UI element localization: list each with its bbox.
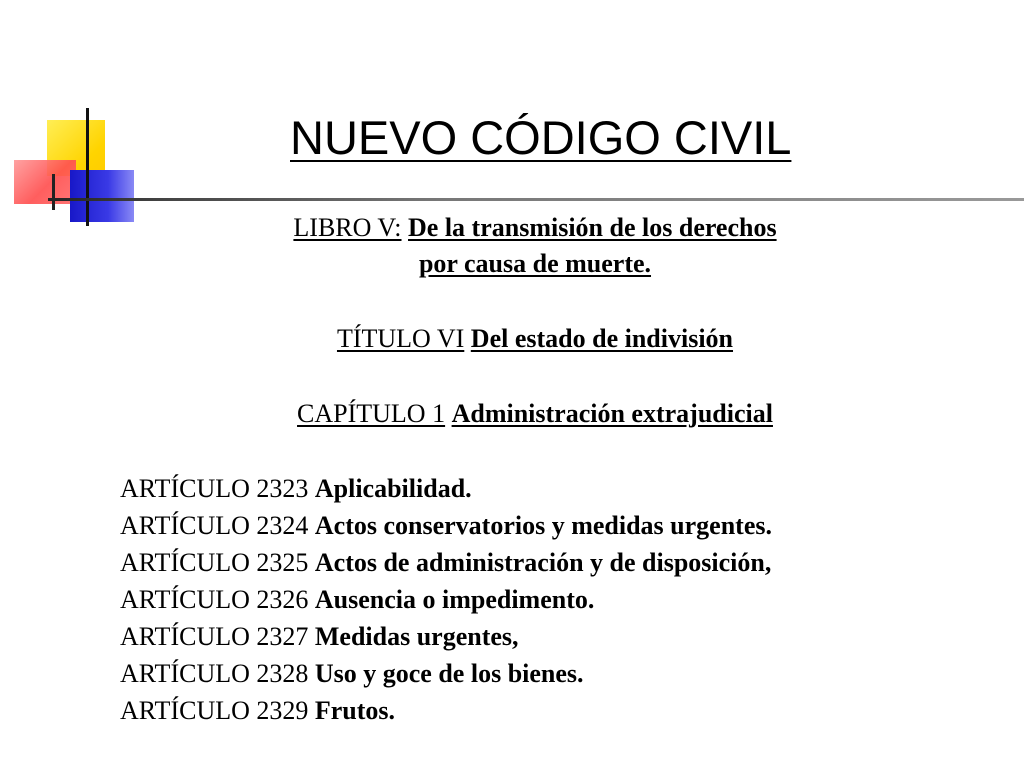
list-item (120, 544, 1000, 581)
libro-heading (150, 210, 920, 282)
list-item (120, 655, 1000, 692)
article-name: Aplicabilidad. (314, 474, 472, 503)
article-name: Actos conservatorios y medidas urgentes. (314, 511, 772, 540)
page-title: NUEVO CÓDIGO CIVIL (290, 111, 792, 164)
capitulo-name: Administración extrajudicial (451, 399, 773, 428)
article-name: Uso y goce de los bienes. (314, 659, 584, 688)
article-label: ARTÍCULO 2323 (120, 474, 309, 503)
list-item (120, 692, 1000, 729)
libro-label: LIBRO V: (293, 213, 402, 242)
horizontal-rule (48, 198, 1024, 201)
article-name: Ausencia o impedimento. (314, 585, 595, 614)
article-name: Medidas urgentes, (314, 622, 519, 651)
decorative-logo (0, 0, 160, 240)
list-item (120, 470, 1000, 507)
article-name: Frutos. (314, 696, 396, 725)
libro-name-line1: De la transmisión de los derechos (408, 213, 777, 242)
article-label: ARTÍCULO 2329 (120, 696, 309, 725)
blue-square (70, 170, 134, 222)
list-item (120, 507, 1000, 544)
article-label: ARTÍCULO 2325 (120, 548, 309, 577)
article-label: ARTÍCULO 2324 (120, 511, 309, 540)
article-name: Actos de administración y de disposición, (314, 548, 772, 577)
titulo-heading (150, 321, 920, 357)
titulo-label: TÍTULO VI (336, 324, 465, 353)
article-list (120, 470, 1000, 729)
article-label: ARTÍCULO 2328 (120, 659, 309, 688)
titulo-name: Del estado de indivisión (470, 324, 734, 353)
vertical-line (86, 108, 89, 226)
article-label: ARTÍCULO 2326 (120, 585, 309, 614)
libro-name-line2: por causa de muerte. (418, 249, 652, 278)
article-label: ARTÍCULO 2327 (120, 622, 309, 651)
vertical-line-short (52, 174, 55, 210)
capitulo-heading (150, 396, 920, 432)
list-item (120, 618, 1000, 655)
capitulo-label: CAPÍTULO 1 (297, 399, 446, 428)
list-item (120, 581, 1000, 618)
